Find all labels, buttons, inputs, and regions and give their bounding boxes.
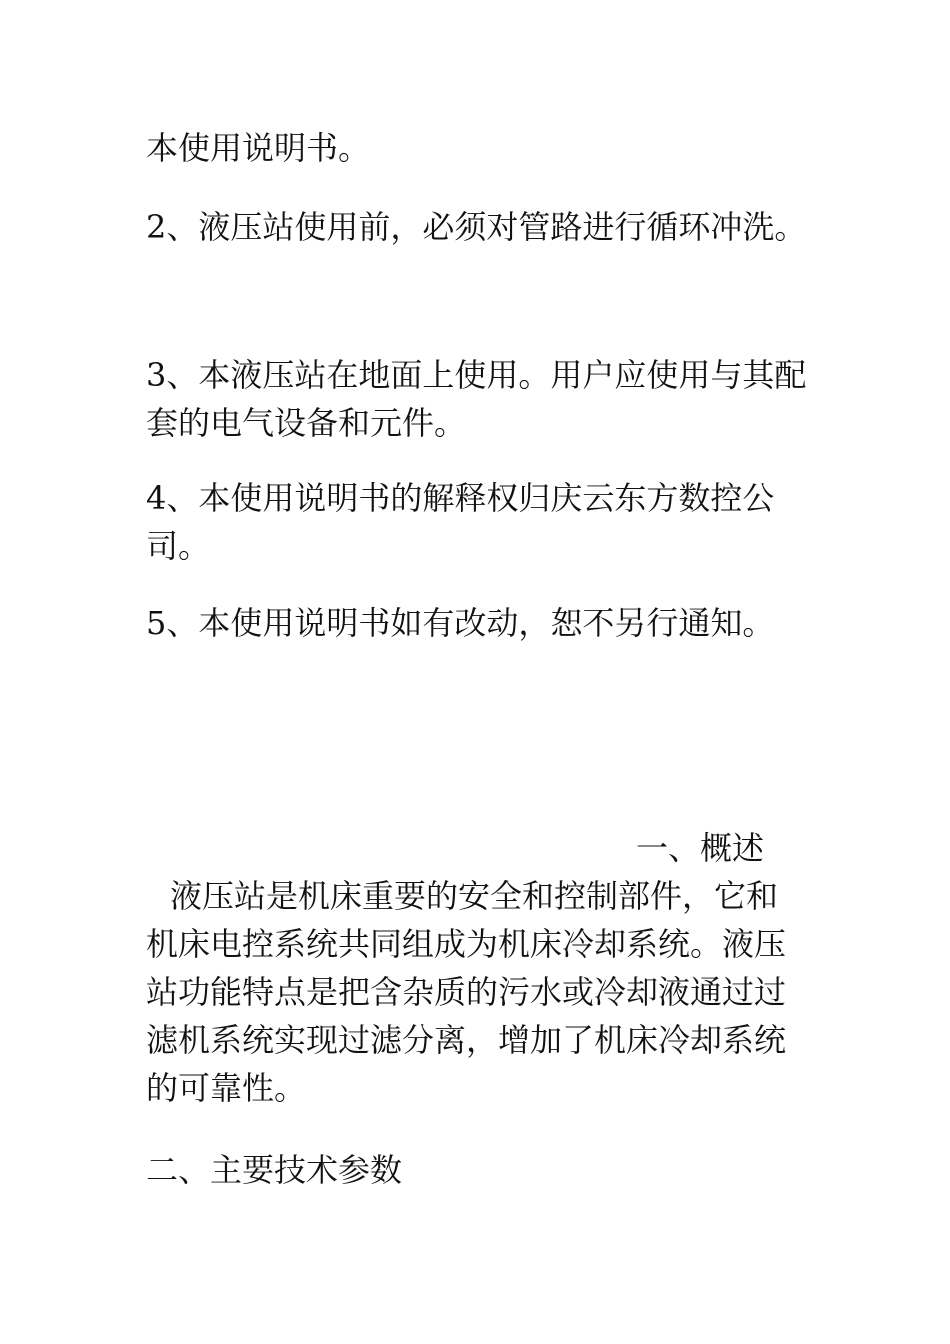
note-2: 2、液压站使用前，必须对管路进行循环冲洗。 <box>146 208 807 246</box>
section-overview-body: 液压站是机床重要的安全和控制部件，它和机床电控系统共同组成为机床冷却系统。液压站功能特点是把含杂质的污水或冷却液通过过滤机系统实现过滤分离，增加了机床冷却系统的可靠性。 <box>146 877 787 1107</box>
note-5: 5、本使用说明书如有改动，恕不另行通知。 <box>146 604 775 642</box>
section-overview-heading: 一、概述 <box>636 829 765 867</box>
note-3: 3、本液压站在地面上使用。用户应使用与其配套的电气设备和元件。 <box>146 356 807 442</box>
section-parameters-heading: 二、主要技术参数 <box>146 1151 403 1189</box>
note-4: 4、本使用说明书的解释权归庆云东方数控公司。 <box>146 479 775 565</box>
note-continuation: 本使用说明书。 <box>146 129 371 167</box>
